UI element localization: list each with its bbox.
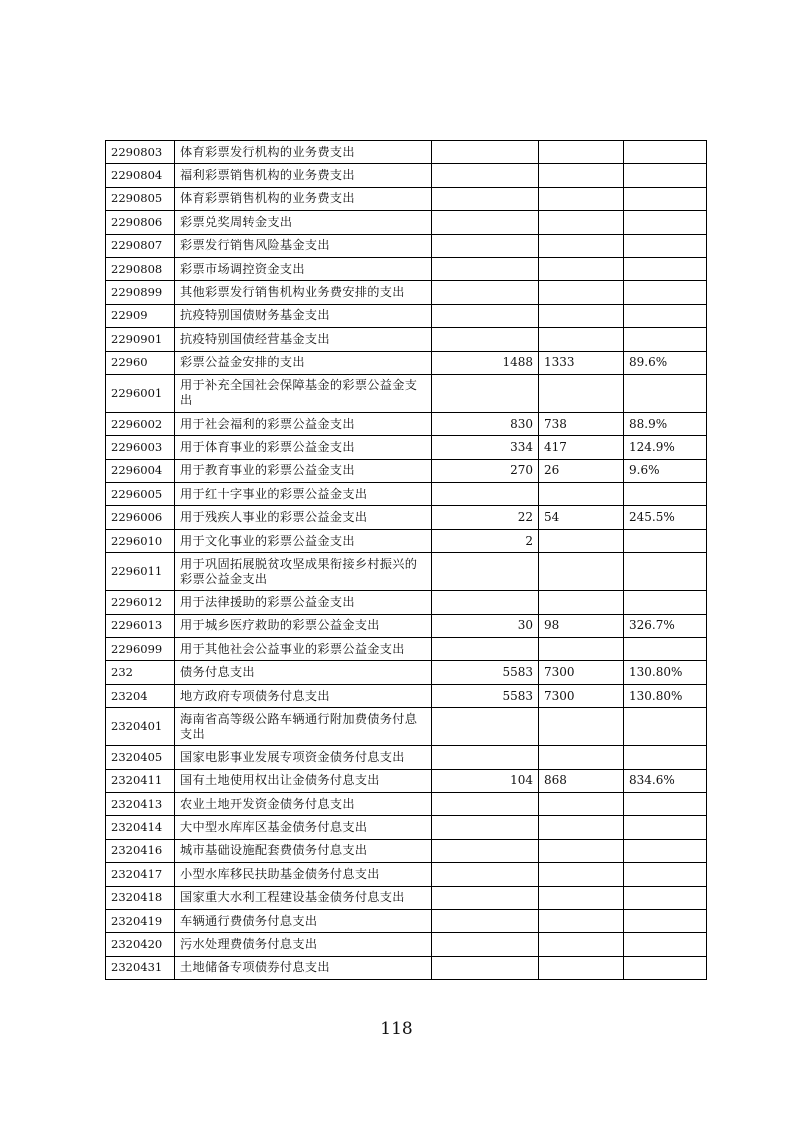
cell-value-1 (432, 591, 539, 614)
cell-code: 2296012 (106, 591, 175, 614)
cell-value-1 (432, 141, 539, 164)
cell-code: 2290805 (106, 187, 175, 210)
cell-value-2 (539, 234, 624, 257)
cell-percent (624, 483, 707, 506)
cell-value-2 (539, 141, 624, 164)
cell-value-1: 830 (432, 412, 539, 435)
table-row (106, 661, 707, 684)
cell-value-1: 1488 (432, 351, 539, 374)
cell-code: 2296006 (106, 506, 175, 529)
cell-item-name: 彩票发行销售风险基金支出 (175, 234, 432, 257)
cell-code: 2296013 (106, 614, 175, 637)
cell-value-2 (539, 886, 624, 909)
cell-percent (624, 638, 707, 661)
cell-code: 2290808 (106, 257, 175, 280)
cell-percent (624, 909, 707, 932)
cell-code: 2296004 (106, 459, 175, 482)
cell-value-2 (539, 328, 624, 351)
cell-value-2 (539, 746, 624, 769)
cell-code: 22909 (106, 304, 175, 327)
table-row (106, 164, 707, 187)
cell-code: 2296099 (106, 638, 175, 661)
table-row (106, 257, 707, 280)
cell-value-1 (432, 746, 539, 769)
cell-value-2 (539, 863, 624, 886)
cell-percent: 124.9% (624, 436, 707, 459)
table-row (106, 211, 707, 234)
cell-value-1 (432, 281, 539, 304)
cell-code: 2320418 (106, 886, 175, 909)
cell-value-2 (539, 374, 624, 412)
page-number: 118 (380, 1019, 413, 1039)
table-row (106, 141, 707, 164)
cell-value-1 (432, 863, 539, 886)
cell-value-1 (432, 839, 539, 862)
cell-value-2 (539, 187, 624, 210)
cell-value-1 (432, 816, 539, 839)
table-row (106, 351, 707, 374)
cell-percent (624, 746, 707, 769)
cell-value-1: 5583 (432, 684, 539, 707)
cell-percent: 834.6% (624, 769, 707, 792)
cell-item-name: 彩票公益金安排的支出 (175, 351, 432, 374)
cell-value-1 (432, 234, 539, 257)
cell-code: 2290899 (106, 281, 175, 304)
cell-code: 2320420 (106, 933, 175, 956)
cell-item-name: 地方政府专项债务付息支出 (175, 684, 432, 707)
cell-value-2 (539, 257, 624, 280)
cell-value-1 (432, 638, 539, 661)
cell-value-1 (432, 956, 539, 979)
table-row (106, 746, 707, 769)
cell-value-2: 868 (539, 769, 624, 792)
cell-percent (624, 234, 707, 257)
cell-value-2 (539, 708, 624, 746)
cell-value-2 (539, 211, 624, 234)
cell-percent (624, 187, 707, 210)
cell-value-1: 30 (432, 614, 539, 637)
cell-percent (624, 328, 707, 351)
cell-percent: 9.6% (624, 459, 707, 482)
cell-percent (624, 933, 707, 956)
cell-item-name: 污水处理费债务付息支出 (175, 933, 432, 956)
table-row (106, 483, 707, 506)
cell-item-name: 彩票市场调控资金支出 (175, 257, 432, 280)
cell-value-2: 26 (539, 459, 624, 482)
cell-value-2 (539, 638, 624, 661)
cell-percent (624, 591, 707, 614)
cell-percent: 130.80% (624, 661, 707, 684)
cell-code: 2320417 (106, 863, 175, 886)
cell-value-2 (539, 591, 624, 614)
cell-value-2 (539, 553, 624, 591)
cell-code: 2320401 (106, 708, 175, 746)
budget-table-container (105, 140, 706, 980)
cell-percent (624, 708, 707, 746)
table-row (106, 638, 707, 661)
cell-value-2 (539, 816, 624, 839)
cell-value-1 (432, 933, 539, 956)
cell-value-2 (539, 839, 624, 862)
cell-percent (624, 211, 707, 234)
cell-value-1: 104 (432, 769, 539, 792)
cell-percent (624, 839, 707, 862)
budget-expenditure-table (105, 140, 707, 980)
cell-value-2: 738 (539, 412, 624, 435)
cell-item-name: 用于残疾人事业的彩票公益金支出 (175, 506, 432, 529)
table-row (106, 412, 707, 435)
cell-value-2 (539, 529, 624, 552)
cell-percent (624, 529, 707, 552)
cell-code: 2290804 (106, 164, 175, 187)
table-row (106, 281, 707, 304)
cell-item-name: 用于城乡医疗救助的彩票公益金支出 (175, 614, 432, 637)
cell-item-name: 债务付息支出 (175, 661, 432, 684)
cell-value-1 (432, 187, 539, 210)
cell-code: 2290901 (106, 328, 175, 351)
table-row (106, 459, 707, 482)
cell-item-name: 国有土地使用权出让金债务付息支出 (175, 769, 432, 792)
cell-percent: 326.7% (624, 614, 707, 637)
cell-code: 2290803 (106, 141, 175, 164)
table-row (106, 792, 707, 815)
cell-value-2 (539, 304, 624, 327)
cell-item-name: 福利彩票销售机构的业务费支出 (175, 164, 432, 187)
table-row (106, 909, 707, 932)
cell-item-name: 小型水库移民扶助基金债务付息支出 (175, 863, 432, 886)
cell-code: 232 (106, 661, 175, 684)
cell-code: 2290806 (106, 211, 175, 234)
cell-value-1 (432, 374, 539, 412)
cell-item-name: 土地储备专项债券付息支出 (175, 956, 432, 979)
cell-percent: 245.5% (624, 506, 707, 529)
cell-item-name: 用于法律援助的彩票公益金支出 (175, 591, 432, 614)
cell-value-2: 7300 (539, 661, 624, 684)
cell-value-2: 417 (539, 436, 624, 459)
cell-item-name: 用于其他社会公益事业的彩票公益金支出 (175, 638, 432, 661)
cell-value-1: 5583 (432, 661, 539, 684)
cell-item-name: 用于社会福利的彩票公益金支出 (175, 412, 432, 435)
cell-value-2: 54 (539, 506, 624, 529)
cell-item-name: 体育彩票销售机构的业务费支出 (175, 187, 432, 210)
cell-item-name: 国家电影事业发展专项资金债务付息支出 (175, 746, 432, 769)
table-row (106, 886, 707, 909)
cell-percent: 88.9% (624, 412, 707, 435)
table-row (106, 328, 707, 351)
cell-item-name: 用于红十字事业的彩票公益金支出 (175, 483, 432, 506)
table-row (106, 234, 707, 257)
cell-item-name: 体育彩票发行机构的业务费支出 (175, 141, 432, 164)
cell-value-2 (539, 483, 624, 506)
table-row (106, 769, 707, 792)
table-row (106, 684, 707, 707)
cell-value-1 (432, 886, 539, 909)
cell-percent (624, 553, 707, 591)
cell-code: 2320419 (106, 909, 175, 932)
cell-item-name: 城市基础设施配套费债务付息支出 (175, 839, 432, 862)
cell-percent (624, 956, 707, 979)
table-row (106, 708, 707, 746)
cell-percent (624, 141, 707, 164)
cell-percent: 89.6% (624, 351, 707, 374)
cell-percent (624, 257, 707, 280)
cell-item-name: 抗疫特别国债财务基金支出 (175, 304, 432, 327)
table-row (106, 933, 707, 956)
cell-value-2 (539, 933, 624, 956)
cell-item-name: 车辆通行费债务付息支出 (175, 909, 432, 932)
cell-value-1 (432, 304, 539, 327)
cell-code: 23204 (106, 684, 175, 707)
cell-value-2 (539, 792, 624, 815)
cell-code: 2320416 (106, 839, 175, 862)
table-row (106, 374, 707, 412)
cell-item-name: 大中型水库库区基金债务付息支出 (175, 816, 432, 839)
cell-value-1: 270 (432, 459, 539, 482)
table-row (106, 863, 707, 886)
cell-value-1 (432, 792, 539, 815)
table-row (106, 436, 707, 459)
cell-code: 2320413 (106, 792, 175, 815)
cell-value-1 (432, 257, 539, 280)
table-row (106, 591, 707, 614)
cell-value-1: 2 (432, 529, 539, 552)
table-row (106, 553, 707, 591)
cell-value-2: 7300 (539, 684, 624, 707)
cell-value-2: 1333 (539, 351, 624, 374)
cell-item-name: 其他彩票发行销售机构业务费安排的支出 (175, 281, 432, 304)
cell-percent (624, 281, 707, 304)
cell-item-name: 农业土地开发资金债务付息支出 (175, 792, 432, 815)
table-row (106, 839, 707, 862)
cell-item-name: 彩票兑奖周转金支出 (175, 211, 432, 234)
cell-item-name: 抗疫特别国债经营基金支出 (175, 328, 432, 351)
cell-code: 2296002 (106, 412, 175, 435)
cell-value-2: 98 (539, 614, 624, 637)
cell-value-2 (539, 909, 624, 932)
cell-code: 2296003 (106, 436, 175, 459)
cell-code: 2320411 (106, 769, 175, 792)
cell-code: 2296011 (106, 553, 175, 591)
cell-item-name: 用于文化事业的彩票公益金支出 (175, 529, 432, 552)
table-row (106, 614, 707, 637)
cell-percent (624, 164, 707, 187)
cell-value-1: 334 (432, 436, 539, 459)
cell-value-1 (432, 708, 539, 746)
table-row (106, 816, 707, 839)
cell-code: 2320405 (106, 746, 175, 769)
cell-code: 2296001 (106, 374, 175, 412)
table-row (106, 956, 707, 979)
cell-percent (624, 792, 707, 815)
table-row (106, 304, 707, 327)
cell-value-1 (432, 909, 539, 932)
cell-item-name: 用于体育事业的彩票公益金支出 (175, 436, 432, 459)
cell-value-1 (432, 328, 539, 351)
cell-item-name: 用于巩固拓展脱贫攻坚成果衔接乡村振兴的彩票公益金支出 (175, 553, 432, 591)
cell-percent (624, 863, 707, 886)
table-row (106, 506, 707, 529)
cell-percent (624, 816, 707, 839)
cell-item-name: 用于教育事业的彩票公益金支出 (175, 459, 432, 482)
cell-value-2 (539, 956, 624, 979)
table-body (106, 141, 707, 980)
cell-value-1 (432, 483, 539, 506)
cell-value-1 (432, 211, 539, 234)
cell-value-2 (539, 164, 624, 187)
cell-percent (624, 374, 707, 412)
cell-code: 2296005 (106, 483, 175, 506)
cell-code: 2290807 (106, 234, 175, 257)
cell-code: 2320414 (106, 816, 175, 839)
cell-value-2 (539, 281, 624, 304)
cell-percent (624, 886, 707, 909)
cell-value-1 (432, 553, 539, 591)
table-row (106, 187, 707, 210)
table-row (106, 529, 707, 552)
cell-value-1: 22 (432, 506, 539, 529)
cell-value-1 (432, 164, 539, 187)
cell-code: 2296010 (106, 529, 175, 552)
cell-item-name: 海南省高等级公路车辆通行附加费债务付息支出 (175, 708, 432, 746)
cell-percent (624, 304, 707, 327)
cell-item-name: 用于补充全国社会保障基金的彩票公益金支出 (175, 374, 432, 412)
cell-item-name: 国家重大水利工程建设基金债务付息支出 (175, 886, 432, 909)
cell-code: 2320431 (106, 956, 175, 979)
cell-code: 22960 (106, 351, 175, 374)
cell-percent: 130.80% (624, 684, 707, 707)
